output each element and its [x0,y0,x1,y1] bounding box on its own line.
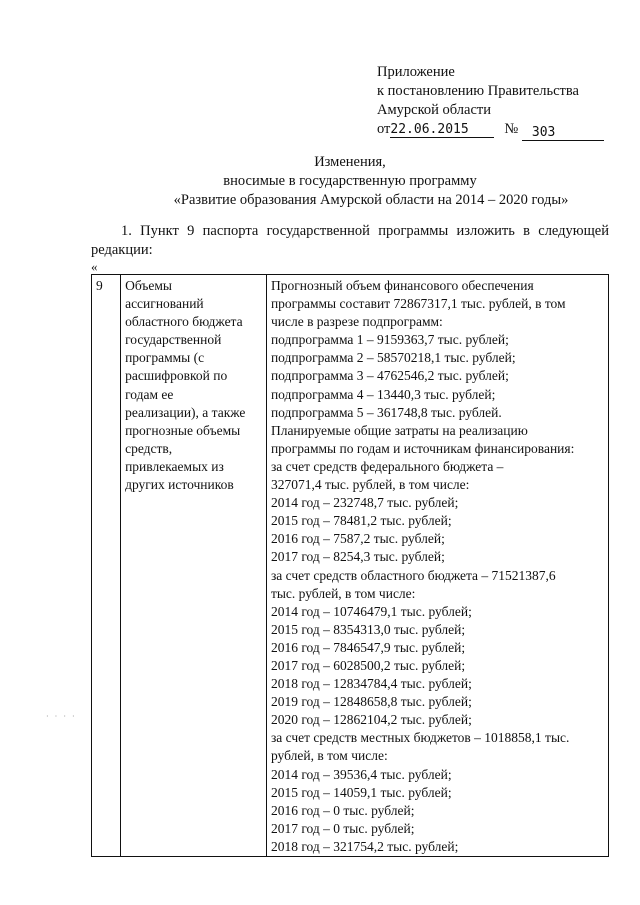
row-content-line: за счет средств местных бюджетов – 1018858,1 тыс. [270,730,570,746]
open-quote: « [91,259,98,274]
row-content-line: 2016 год – 0 тыс. рублей; [270,802,415,818]
row-content-line: за счет средств федерального бюджета – [270,458,504,474]
row-content-line: подпрограмма 1 – 9159363,7 тыс. рублей; [270,332,509,348]
row-name-cell [121,275,267,857]
row-content-line: подпрограмма 2 – 58570218,1 тыс. рублей; [270,350,516,366]
title-line-1: Изменения, [314,154,386,170]
row-name-line: прогнозные объемы [125,422,241,438]
row-number-cell [92,275,121,857]
row-content-line: 2015 год – 8354313,0 тыс. рублей; [270,621,466,637]
row-content-line: 2017 год – 6028500,2 тыс. рублей; [270,657,466,673]
row-content-line: 2016 год – 7587,2 тыс. рублей; [270,531,445,547]
row-content-line: 2014 год – 232748,7 тыс. рублей; [270,495,459,511]
row-name-line: Объемы [125,278,172,293]
row-content-line: Планируемые общие затраты на реализацию [270,422,528,438]
row-content-line: 2015 год – 78481,2 тыс. рублей; [270,513,452,529]
appendix-region: Амурской области [377,102,491,118]
paragraph-item-1 [91,222,609,260]
row-name-line: ассигнований [125,296,204,312]
title-line-2: вносимые в государственную программу [223,173,477,189]
row-name-line: расшифровкой по [125,368,228,384]
appendix-date-line [377,120,604,141]
row-number: 9 [96,278,103,293]
paragraph-line-1: 1. Пункт 9 паспорта государственной программы изложить в следующей [121,223,609,239]
row-name-line: привлекаемых из [125,458,224,474]
number-label: № [504,121,519,137]
row-name-line: программы (с [125,350,205,366]
appendix-block [377,63,604,141]
resolution-number: 303 [522,126,604,141]
row-content-line: Прогнозный объем финансового обеспечения [270,278,534,293]
row-content-line: подпрограмма 3 – 4762546,2 тыс. рублей; [270,368,509,384]
row-name-line: государственной [125,332,222,348]
row-content-line: 2015 год – 14059,1 тыс. рублей; [270,784,452,800]
row-content-line: 2018 год – 12834784,4 тыс. рублей; [270,676,472,692]
row-name-line: реализации), а также [125,404,246,420]
appendix-title: Приложение [377,64,455,80]
row-name-line: областного бюджета [125,314,243,330]
row-content-line: рублей, в том числе: [270,748,388,764]
resolution-date: 22.06.2015 [390,123,494,138]
row-content-line: программы составит 72867317,1 тыс. рублей, в том [270,296,566,312]
paragraph-line-2: редакции: [91,242,153,258]
row-name-line: средств, [125,440,173,456]
row-content-line: подпрограмма 5 – 361748,8 тыс. рублей. [270,404,502,420]
row-content-line: 2014 год – 39536,4 тыс. рублей; [270,766,452,782]
row-content-line: 2017 год – 0 тыс. рублей; [270,820,415,836]
appendix-resolution: к постановлению Правительства [377,83,579,99]
row-name-line: годам ее [125,386,174,402]
row-content-line: 2017 год – 8254,3 тыс. рублей; [270,549,445,565]
row-content-line: 2020 год – 12862104,2 тыс. рублей; [270,712,472,728]
row-name-line: других источников [125,477,234,493]
table-row [92,275,609,857]
row-content-line: числе в разрезе подпрограмм: [270,314,443,330]
row-content-line: 2016 год – 7846547,9 тыс. рублей; [270,639,466,655]
row-content-line: подпрограмма 4 – 13440,3 тыс. рублей; [270,386,496,402]
row-content-line: 2019 год – 12848658,8 тыс. рублей; [270,694,472,710]
row-content-line: 2018 год – 321754,2 тыс. рублей; [270,838,459,854]
passport-table [91,274,609,857]
row-content-cell [266,275,608,857]
row-content-line: 327071,4 тыс. рублей, в том числе: [270,477,470,493]
row-content-line: за счет средств областного бюджета – 71521387,6 [270,567,556,583]
document-title [0,153,640,210]
row-content-line: 2014 год – 10746479,1 тыс. рублей; [270,603,472,619]
scan-artifact: · · · · [46,712,77,721]
title-line-3: «Развитие образования Амурской области на 2014 – 2020 годы» [173,192,569,208]
date-prefix: от [377,121,391,137]
row-content-line: программы по годам и источникам финансирования: [270,440,575,456]
row-content-line: тыс. рублей, в том числе: [270,585,416,601]
